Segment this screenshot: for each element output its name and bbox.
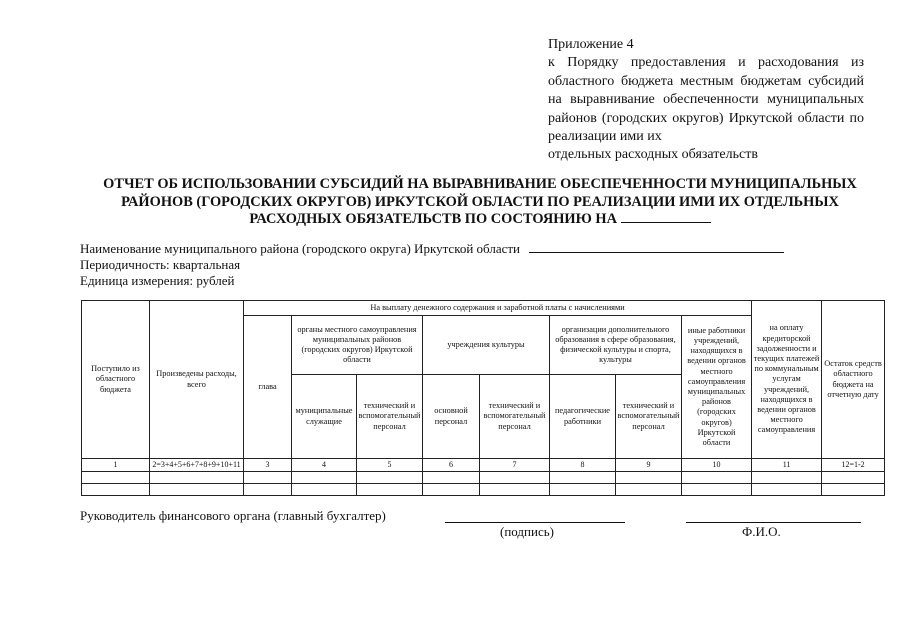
header-culture-group: учреждения культуры xyxy=(423,316,550,375)
table-cell[interactable] xyxy=(752,472,822,484)
appendix-title: Приложение 4 xyxy=(548,37,634,52)
appendix-text: к Порядку предоставления и расходования из областного бюджета местным бюджетам субсидий на выравнивание обеспеченности муниципальных районов (городских округов) Иркутской области по реализации ими их xyxy=(548,55,864,145)
table-cell[interactable] xyxy=(150,484,244,496)
header-spent-total: Произведены расходы, всего xyxy=(150,301,244,459)
signature-caption: (подпись) xyxy=(500,524,554,539)
table-cell[interactable] xyxy=(822,472,885,484)
column-numbers-row xyxy=(82,459,885,472)
table-cell[interactable] xyxy=(822,484,885,496)
table-cell[interactable] xyxy=(480,484,550,496)
report-table xyxy=(81,300,885,496)
table-cell[interactable] xyxy=(357,472,423,484)
table-cell[interactable] xyxy=(550,472,616,484)
signature-line[interactable] xyxy=(445,522,625,523)
table-cell[interactable] xyxy=(423,484,480,496)
municipality-blank[interactable] xyxy=(529,241,784,253)
header-technical-staff-2: технический и вспомогательный персонал xyxy=(480,375,550,459)
appendix-last-line: отдельных расходных обязательств xyxy=(548,147,758,163)
name-caption: Ф.И.О. xyxy=(742,524,781,539)
header-municipal-employees: муниципальные служащие xyxy=(292,375,357,459)
column-number: 11 xyxy=(752,459,822,472)
column-number: 3 xyxy=(244,459,292,472)
report-date-blank[interactable] xyxy=(621,211,711,223)
column-number: 6 xyxy=(423,459,480,472)
header-head: глава xyxy=(244,316,292,459)
table-cell[interactable] xyxy=(357,484,423,496)
header-received: Поступило из областного бюджета xyxy=(82,301,150,459)
municipality-line xyxy=(80,241,784,257)
unit-of-measure: Единица измерения: рублей xyxy=(80,273,235,288)
header-balance: Остаток средств областного бюджета на отчетную дату xyxy=(822,301,885,459)
table-cell[interactable] xyxy=(82,484,150,496)
name-line[interactable] xyxy=(686,522,861,523)
column-number: 10 xyxy=(682,459,752,472)
table-cell[interactable] xyxy=(616,472,682,484)
column-number: 5 xyxy=(357,459,423,472)
head-of-finance-label: Руководитель финансового органа (главный бухгалтер) xyxy=(80,508,386,523)
table-cell[interactable] xyxy=(244,472,292,484)
column-number: 4 xyxy=(292,459,357,472)
table-cell[interactable] xyxy=(682,472,752,484)
report-title-text: ОТЧЕТ ОБ ИСПОЛЬЗОВАНИИ СУБСИДИЙ НА ВЫРАВНИВАНИЕ ОБЕСПЕЧЕННОСТИ МУНИЦИПАЛЬНЫХ РАЙОНОВ (ГОРОДСКИХ ОКРУГОВ) ИРКУТСКОЙ ОБЛАСТИ ПО РЕАЛИЗАЦИИ ИМИ ИХ ОТДЕЛЬНЫХ РАСХОДНЫХ ОБЯЗАТЕЛЬСТВ ПО СОСТОЯНИЮ НА xyxy=(103,176,857,227)
header-local-gov-group: органы местного самоуправления муниципальных районов (городских округов) Иркутской области xyxy=(292,316,423,375)
table-cell[interactable] xyxy=(292,484,357,496)
table-row xyxy=(82,484,885,496)
table-cell[interactable] xyxy=(82,472,150,484)
periodicity: Периодичность: квартальная xyxy=(80,257,241,272)
table-cell[interactable] xyxy=(150,472,244,484)
column-number: 8 xyxy=(550,459,616,472)
column-number: 2=3+4+5+6+7+8+9+10+11 xyxy=(150,459,244,472)
appendix-block xyxy=(548,36,864,165)
table-cell[interactable] xyxy=(292,472,357,484)
column-number: 12=1-2 xyxy=(822,459,885,472)
header-debt-payment: на оплату кредиторской задолженности и текущих платежей по коммунальным услугам учреждений, находящихся в ведении органов местного самоуправления xyxy=(752,301,822,459)
table-cell[interactable] xyxy=(752,484,822,496)
header-technical-staff-3: технический и вспомогательный персонал xyxy=(616,375,682,459)
column-number: 7 xyxy=(480,459,550,472)
column-number: 9 xyxy=(616,459,682,472)
header-additional-edu-group: организации дополнительного образования в сфере образования, физической культуры и спорта, культуры xyxy=(550,316,682,375)
table-row xyxy=(82,472,885,484)
table-cell[interactable] xyxy=(423,472,480,484)
header-technical-staff-1: технический и вспомогательный персонал xyxy=(357,375,423,459)
header-teachers: педагогические работники xyxy=(550,375,616,459)
header-other-workers: иные работники учреждений, находящихся в ведении органов местного самоуправления муниципальных районов (городских округов) Иркутской области xyxy=(682,316,752,459)
table-cell[interactable] xyxy=(244,484,292,496)
report-title xyxy=(80,176,880,229)
table-cell[interactable] xyxy=(550,484,616,496)
header-salary-group: На выплату денежного содержания и заработной платы с начислениями xyxy=(244,301,752,316)
table-cell[interactable] xyxy=(616,484,682,496)
table-cell[interactable] xyxy=(682,484,752,496)
header-main-staff: основной персонал xyxy=(423,375,480,459)
table-cell[interactable] xyxy=(480,472,550,484)
column-number: 1 xyxy=(82,459,150,472)
municipality-label: Наименование муниципального района (городского округа) Иркутской области xyxy=(80,241,521,256)
